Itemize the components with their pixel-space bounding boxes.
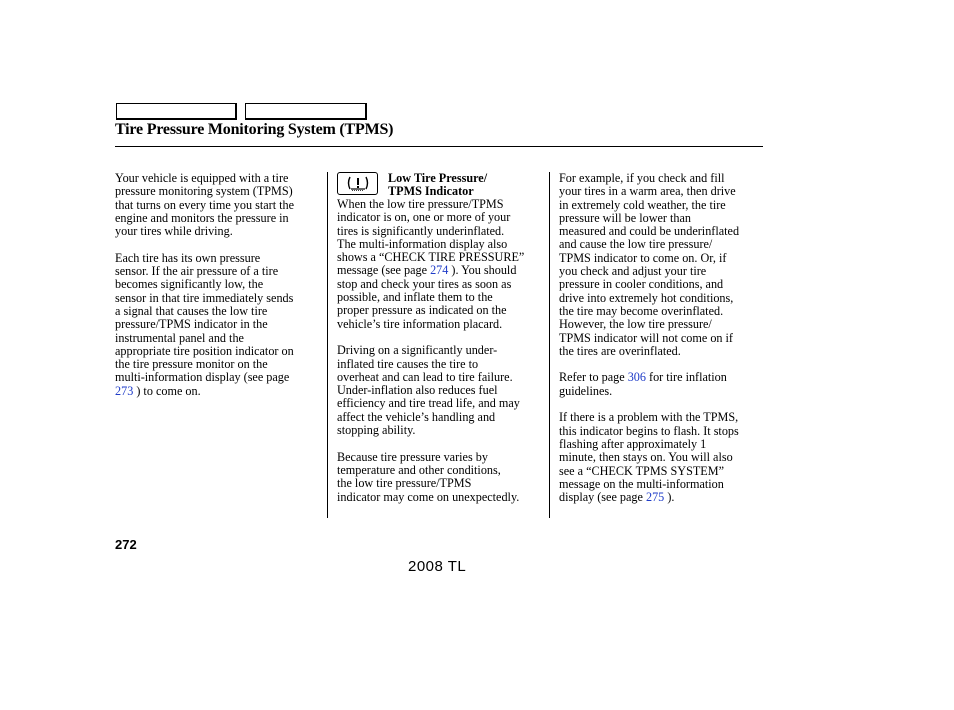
paragraph-tire-sensor: Each tire has its own pressure sensor. If the air pressure of a tire becomes significantly low, the sensor in that tire immediately sends a signal that causes the low tire pressure/TPMS indicator in the instrumental panel and the appropriate tire position indicator on the tire pressure monitor on the multi-information display (see page 273 ) to come on. <box>115 250 294 398</box>
column-1 <box>115 172 323 411</box>
page-link-274[interactable]: 274 <box>430 263 449 278</box>
column-divider <box>549 172 550 518</box>
column-3 <box>559 172 769 518</box>
indicator-heading: Low Tire Pressure/ TPMS Indicator <box>388 171 488 199</box>
title-divider <box>115 146 763 147</box>
page-link-306[interactable]: 306 <box>627 370 646 385</box>
paragraph-indicator-on: When the low tire pressure/TPMS indicator is on, one or more of your tires is significantly underinflated. The multi-information display also shows a “CHECK TIRE PRESSURE” message (see page 274 ). You should stop and check your tires as soon as possible, and inflate them to the proper pressure as indicated on the vehicle’s tire information placard. <box>337 197 525 331</box>
page-link-273[interactable]: 273 <box>115 383 134 398</box>
column-divider <box>327 172 328 518</box>
nav-button-next[interactable] <box>245 103 367 120</box>
paragraph-tpms-intro: Your vehicle is equipped with a tire pressure monitoring system (TPMS) that turns on every time you start the engine and monitors the pressure in your tires while driving. <box>115 171 295 239</box>
footer-model: 2008 TL <box>408 558 467 575</box>
low-tire-pressure-icon <box>337 172 378 195</box>
paragraph-tpms-problem: If there is a problem with the TPMS, this indicator begins to flash. It stops flashing after approximately 1 minute, then stays on. You will also see a “CHECK TPMS SYSTEM” message on the multi-information display (see page 275 ). <box>559 410 739 505</box>
paragraph-example: For example, if you check and fill your tires in a warm area, then drive in extremely cold weather, the tire pressure will be lower than measured and could be underinflated and cause the low tire pressure/ TPMS indicator to come on. Or, if you check and adjust your tire pressure in cooler conditions, and drive into extremely hot conditions, the tire may become overinflated. However, the low tire pressure/ TPMS indicator will not come on if the tires are overinflated. <box>559 171 740 358</box>
paragraph-underinflated-risk: Driving on a significantly under- inflated tire causes the tire to overheat and can lead to tire failure. Under-inflation also reduces fuel efficiency and tire tread life, and may affect the vehicle’s handling and stopping ability. <box>337 343 520 438</box>
column-2 <box>337 198 547 517</box>
nav-button-previous[interactable] <box>116 103 237 120</box>
page-title: Tire Pressure Monitoring System (TPMS) <box>115 121 394 138</box>
paragraph-pressure-varies: Because tire pressure varies by temperature and other conditions, the low tire pressure/TPMS indicator may come on unexpectedly. <box>337 449 520 504</box>
paragraph-refer-page: Refer to page 306 for tire inflation guidelines. <box>559 370 727 398</box>
page-number: 272 <box>115 537 137 552</box>
page-link-275[interactable]: 275 <box>645 490 665 505</box>
